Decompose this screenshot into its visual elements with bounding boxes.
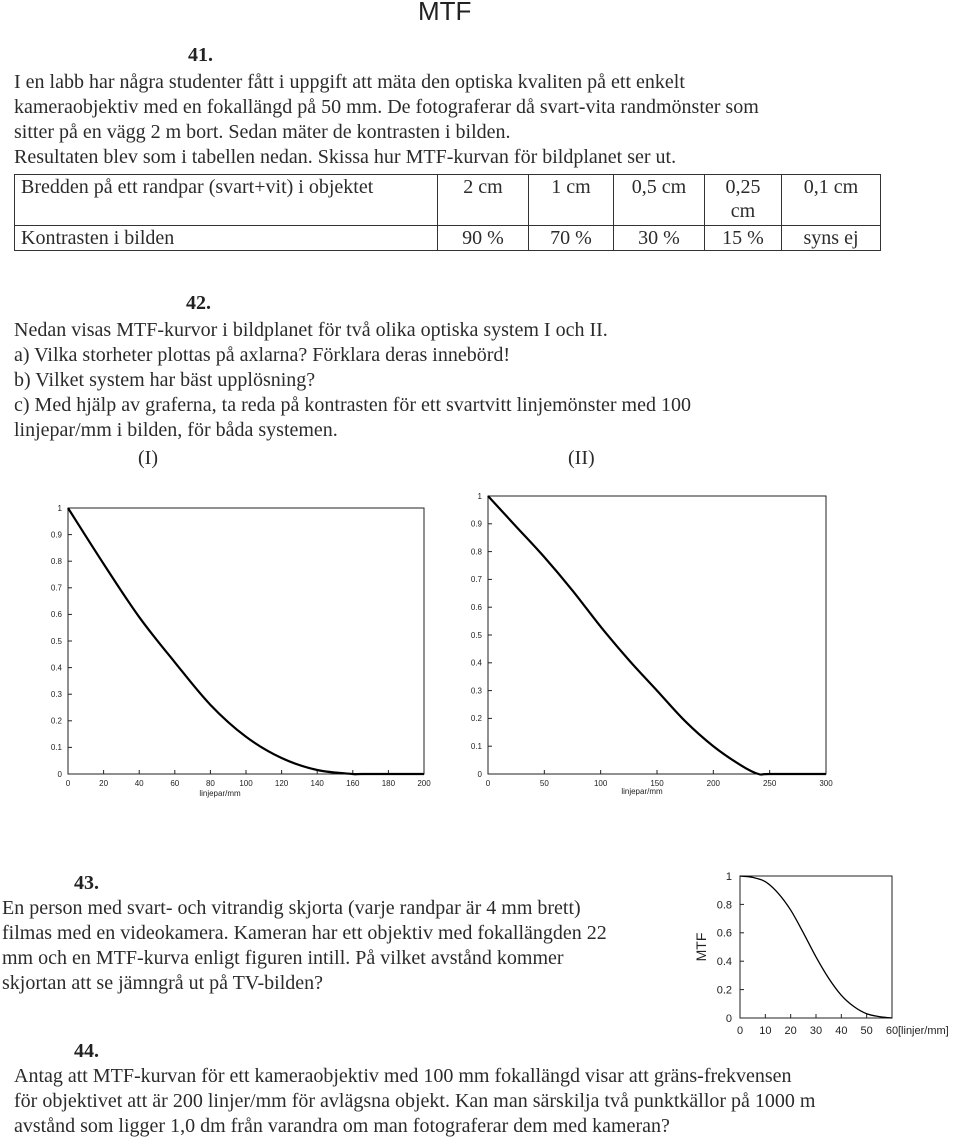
question-42-number: 42.: [186, 292, 211, 314]
y-axis-label: MTF: [693, 932, 709, 962]
q42-line: a) Vilka storheter plottas på axlarna? Förklara deras innebörd!: [14, 344, 511, 366]
table-cell: Kontrasten i bilden: [15, 226, 438, 251]
q43-line: En person med svart- och vitrandig skjorta (varje randpar är 4 mm brett): [2, 897, 581, 919]
x-tick-label: 20: [784, 1025, 797, 1037]
y-tick-label: 0.5: [470, 630, 482, 640]
y-tick-label: 0.3: [50, 690, 62, 699]
plot-frame: [488, 496, 826, 774]
table-cell: 1 cm: [529, 175, 614, 226]
x-tick-label: 200: [417, 779, 431, 788]
y-tick-label: 0.8: [50, 557, 62, 566]
mtf-curve-series-0: [740, 876, 892, 1018]
q41-line: sitter på en vägg 2 m bort. Sedan mäter de kontrasten i bilden.: [14, 121, 511, 143]
q44-line: avstånd som ligger 1,0 dm från varandra om man fotograferar dem med kameran?: [14, 1115, 670, 1137]
y-tick-label: 0.7: [50, 583, 62, 593]
x-tick-label: 200: [706, 779, 721, 788]
y-tick-label: 0: [725, 1012, 732, 1025]
plot-frame: [740, 876, 892, 1018]
x-tick-label: 60: [170, 779, 180, 788]
x-tick-label: 0: [485, 779, 491, 788]
table-cell: 90 %: [438, 226, 529, 251]
x-tick-label: 150: [650, 779, 664, 788]
x-tick-label: 20: [99, 779, 109, 788]
x-tick-label: 250: [762, 779, 777, 788]
q42-line: Nedan visas MTF-kurvor i bildplanet för två olika optiska system I och II.: [14, 319, 608, 341]
table-row: [15, 175, 881, 226]
table-cell: 0,25 cm: [705, 175, 782, 226]
table-cell: syns ej: [782, 226, 881, 251]
y-tick-label: 0.4: [716, 956, 732, 969]
y-tick-label: 0.4: [50, 663, 62, 673]
mtf-curve-series-0: [488, 496, 826, 775]
q41-line: kameraobjektiv med en fokallängd på 50 mm. De fotograferar då svart-vita randmönster som: [14, 96, 759, 118]
y-tick-label: 0: [477, 769, 482, 779]
question-44-number: 44.: [74, 1040, 99, 1062]
y-tick-label: 1: [57, 503, 62, 513]
x-tick-label: 100: [593, 779, 608, 788]
y-tick-label: 0.1: [50, 743, 62, 753]
q43-line: skjortan att se jämngrå ut på TV-bilden?: [2, 972, 324, 994]
q43-line: mm och en MTF-kurva enligt figuren intill. På vilket avstånd kommer: [2, 947, 564, 969]
x-tick-label: 30: [809, 1025, 823, 1037]
x-tick-label: 40: [134, 779, 144, 788]
graph-label-ii: (II): [568, 447, 595, 469]
mtf-curve-series-0: [68, 508, 424, 774]
y-tick-label: 0.1: [470, 742, 482, 751]
y-tick-label: 0.8: [470, 547, 482, 557]
y-tick-label: 0.9: [50, 530, 62, 540]
q42-line: linjepar/mm i bilden, för båda systemen.: [14, 419, 338, 441]
question-44-text: [14, 1064, 954, 1139]
question-41-text: [14, 70, 954, 170]
x-tick-label: 160: [346, 779, 360, 788]
page-title: MTF: [418, 0, 472, 26]
x-tick-label: 140: [310, 779, 324, 788]
x-axis-label: [linjer/mm]: [898, 1025, 949, 1037]
contrast-table: [14, 174, 881, 251]
question-41-number: 41.: [188, 44, 213, 66]
x-tick-label: 60: [885, 1025, 899, 1037]
y-tick-label: 0.6: [50, 610, 62, 620]
mtf-chart-iii: [690, 862, 960, 1042]
y-tick-label: 0.9: [470, 519, 482, 529]
x-tick-label: 40: [835, 1025, 848, 1037]
q44-line: Antag att MTF-kurvan för ett kameraobjektiv med 100 mm fokallängd visar att gräns-frekvensen: [14, 1065, 792, 1087]
y-tick-label: 0.3: [470, 686, 482, 696]
table-cell: 70 %: [529, 226, 614, 251]
x-tick-label: 0: [736, 1025, 744, 1037]
x-tick-label: 180: [381, 779, 396, 788]
contrast-table-wrap: [14, 174, 881, 251]
y-tick-label: 0.2: [470, 714, 482, 724]
mtf-chart-i: [40, 498, 430, 803]
y-tick-label: 0: [57, 769, 62, 779]
table-cell: 0,5 cm: [614, 175, 705, 226]
q44-line: för objektivet att är 200 linjer/mm för avlägsna objekt. Kan man särskilja två punktkällor på 1000 m: [14, 1090, 816, 1112]
q42-line: c) Med hjälp av graferna, ta reda på kontrasten för ett svartvitt linjemönster med 100: [14, 394, 691, 416]
x-tick-label: 50: [860, 1025, 873, 1037]
table-row: [15, 226, 881, 251]
q41-line: I en labb har några studenter fått i uppgift att mäta den optiska kvaliten på ett enkelt: [14, 71, 685, 93]
question-42-text: [14, 318, 954, 443]
y-tick-label: 0.5: [50, 636, 62, 646]
plot-frame: [68, 508, 424, 774]
graph-label-i: (I): [138, 447, 158, 469]
x-tick-label: 50: [539, 779, 549, 788]
x-tick-label: 0: [65, 779, 71, 788]
x-tick-label: 80: [205, 779, 215, 788]
table-cell: 15 %: [705, 226, 782, 251]
y-tick-label: 1: [725, 870, 732, 883]
mtf-chart-ii: [460, 486, 833, 801]
table-cell: Bredden på ett randpar (svart+vit) i objektet: [15, 175, 438, 226]
x-axis-label: linjepar/mm: [199, 789, 241, 798]
y-tick-label: 0.2: [716, 984, 732, 997]
x-tick-label: 100: [239, 779, 253, 788]
y-tick-label: 0.7: [470, 575, 482, 585]
q41-line: Resultaten blev som i tabellen nedan. Skissa hur MTF-kurvan för bildplanet ser ut.: [14, 146, 677, 168]
x-tick-label: 300: [819, 779, 833, 788]
y-tick-label: 0.6: [716, 927, 732, 940]
question-43-text: [2, 896, 692, 996]
question-43-number: 43.: [74, 872, 99, 894]
x-tick-label: 120: [274, 779, 289, 788]
y-tick-label: 1: [477, 491, 482, 501]
q43-line: filmas med en videokamera. Kameran har ett objektiv med fokallängden 22: [2, 922, 607, 944]
x-tick-label: 10: [759, 1025, 772, 1037]
y-tick-label: 0.2: [50, 716, 62, 726]
x-axis-label: linjepar/mm: [621, 787, 663, 796]
y-tick-label: 0.4: [470, 658, 482, 668]
y-tick-label: 0.6: [470, 603, 482, 612]
y-tick-label: 0.8: [716, 899, 732, 912]
table-cell: 2 cm: [438, 175, 529, 226]
q42-line: b) Vilket system har bäst upplösning?: [14, 369, 316, 391]
table-cell: 30 %: [614, 226, 705, 251]
table-cell: 0,1 cm: [782, 175, 881, 226]
